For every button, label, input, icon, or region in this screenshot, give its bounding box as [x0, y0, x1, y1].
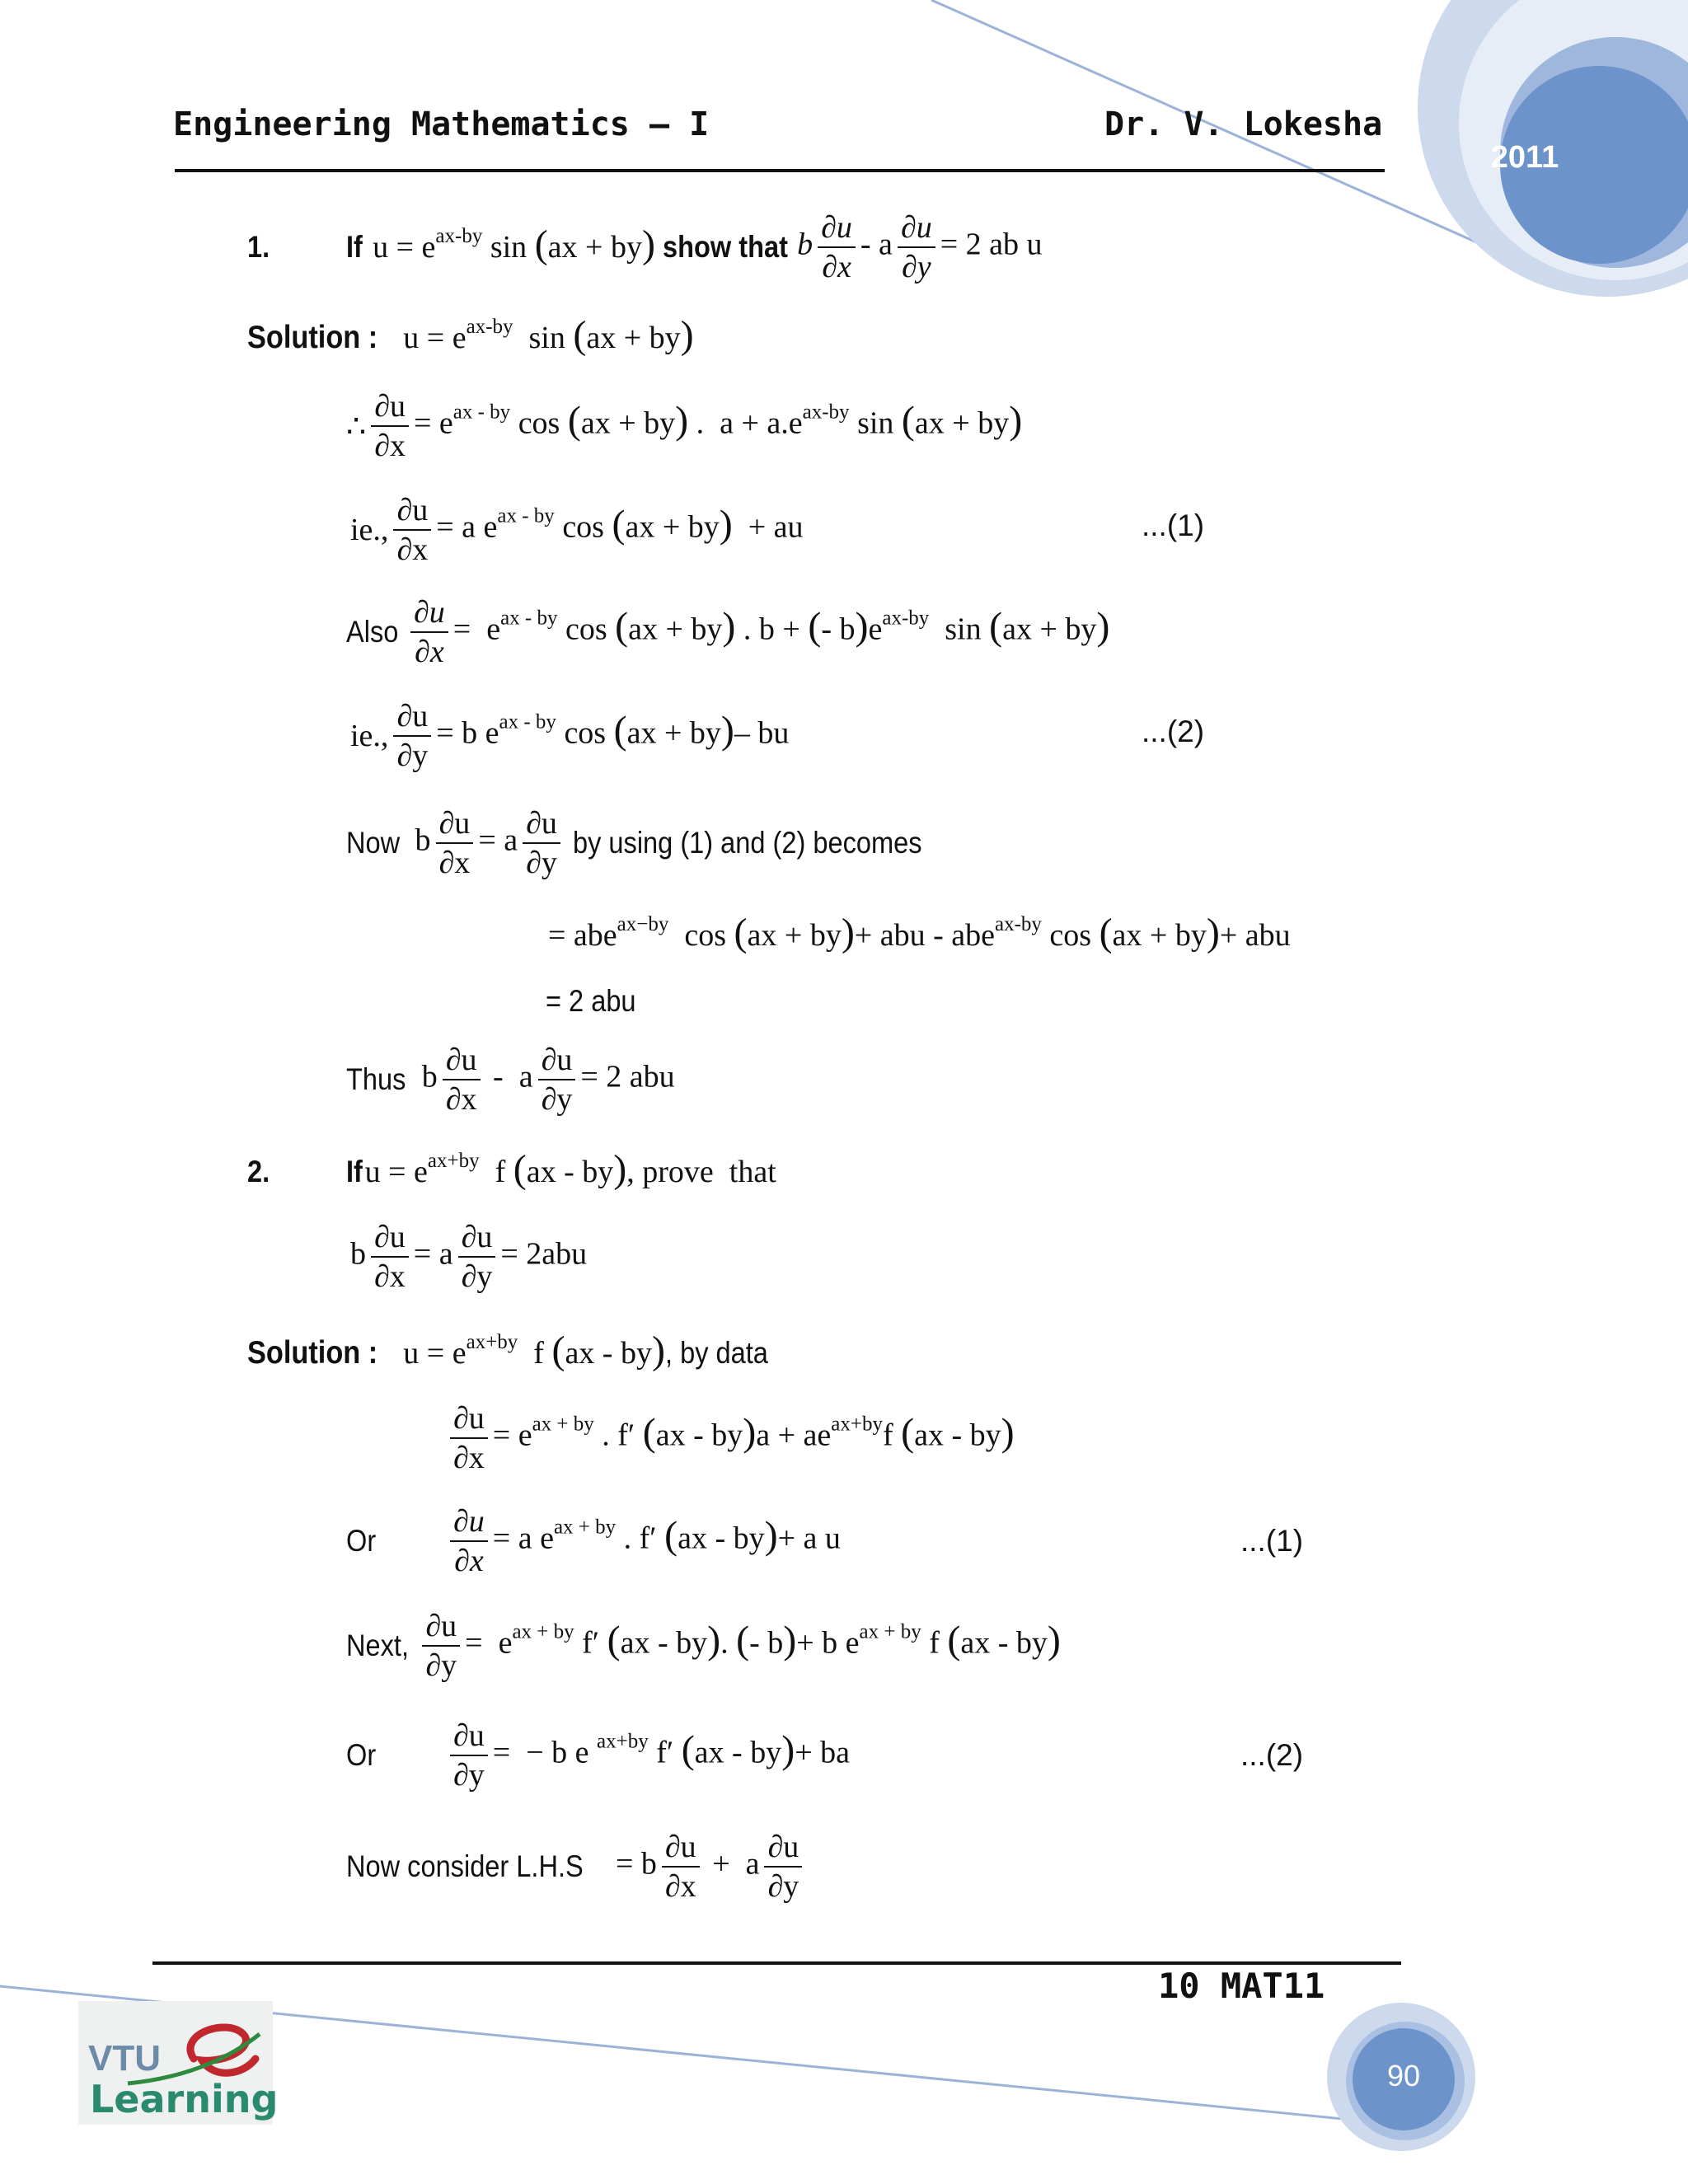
- next-line: [346, 1601, 1061, 1691]
- solution-1-line: [247, 313, 694, 363]
- if-label: If: [346, 1155, 363, 1188]
- equation-number: ...(2): [1240, 1738, 1304, 1772]
- show-that-label: show that: [663, 230, 789, 264]
- equation: b $\frac{\partial u}{\partial x}$ - a $\frac{\partial u}{\partial y}$ = 2 ab u: [797, 210, 1043, 284]
- equation: $\frac{\partial u}{\partial x}$ = $e^{ax + by}$ . f′ $(ax - by)a + ae^{ax+by}f$ (ax - by): [445, 1399, 1015, 1477]
- now-line: [346, 798, 970, 888]
- equation: $\frac{\partial u}{\partial x}$ = $e^{ax - by}$ cos (ax + by) . b + (- $b)e^{ax-by}$ sin (ax + by): [406, 593, 1109, 671]
- ie-line-2: [350, 691, 789, 781]
- equation: $u = e^{ax-by}$ sin (ax + by): [395, 313, 694, 357]
- logo-text-learning: Learning: [90, 2077, 279, 2121]
- equation-number: ...(1): [1142, 509, 1205, 542]
- if-label: If: [346, 230, 363, 264]
- equation-number: ...(2): [1142, 715, 1205, 748]
- equation: $u = e^{ax+by}$ f (ax - by): [395, 1329, 665, 1372]
- also-line: [346, 587, 1109, 677]
- year-badge: 2011: [1490, 140, 1559, 175]
- header-title: Engineering Mathematics – I: [173, 105, 710, 143]
- equation: $\frac{\partial u}{\partial x}$ = $e^{ax - by}$ cos (ax + by) . $a + a.e^{ax-by}$ sin (ax + by): [366, 387, 1022, 465]
- thus-line: [346, 1034, 675, 1125]
- or-line-2: [346, 1710, 850, 1801]
- equation: = b $\frac{\partial u}{\partial x}$ + a $\frac{\partial u}{\partial y}$: [616, 1828, 807, 1905]
- equation: $\frac{\partial u}{\partial y}$ = − b e $^{ax+by}$ f′ (ax - by)+ ba: [445, 1717, 850, 1794]
- next-label: Next,: [346, 1629, 409, 1662]
- ie-line-1: [350, 485, 804, 575]
- problem-2-statement: [247, 1147, 776, 1197]
- expansion-line: [548, 911, 1291, 960]
- result-line: [546, 977, 648, 1026]
- or-label: Or: [346, 1524, 377, 1558]
- equation: $\frac{\partial u}{\partial y}$ = $e^{ax + by}$ f′ (ax - by). (- b)+ b $e^{ax + by}$ f (ax - by): [417, 1607, 1061, 1685]
- equation: b $\frac{\partial u}{\partial x}$ = a $\frac{\partial u}{\partial y}$ = 2abu: [350, 1220, 588, 1294]
- header-author: Dr. V. Lokesha: [1104, 105, 1383, 143]
- also-label: Also: [346, 615, 399, 649]
- problem-2-claim: [350, 1212, 587, 1302]
- by-data-label: , by data: [664, 1336, 768, 1370]
- equation: b $\frac{\partial u}{\partial x}$ - a $\frac{\partial u}{\partial y}$ = 2 abu: [414, 1043, 675, 1117]
- solution-label: Solution :: [247, 320, 378, 355]
- page-number: 90: [1386, 2059, 1421, 2093]
- equation: = abe$^{ax-by}$ cos (ax + by)+ abu - abe$^{ax-by}$ cos (ax + by)+ abu: [548, 911, 1291, 954]
- equation: $\frac{\partial u}{\partial x}$ = a $e^{ax + by}$ . f′ (ax - by)+ a u: [445, 1502, 841, 1580]
- thus-label: Thus: [346, 1062, 406, 1096]
- now-label: Now: [346, 826, 401, 860]
- now-consider-line: [346, 1821, 807, 1912]
- ie-label: ie.,: [350, 719, 389, 753]
- solution-2-line: [247, 1329, 782, 1378]
- or-label: Or: [346, 1738, 377, 1772]
- equation: $\frac{\partial u}{\partial y}$ = b $e^{ax - by}$ cos (ax + by)– bu: [388, 697, 789, 775]
- now-consider-label: Now consider L.H.S: [346, 1849, 584, 1883]
- derivative-ux-line-2: [445, 1393, 1015, 1483]
- therefore-symbol: ∴: [346, 409, 367, 444]
- equation-number: ...(1): [1240, 1524, 1304, 1558]
- result-text: = 2 abu: [546, 984, 636, 1018]
- ie-label: ie.,: [350, 513, 389, 547]
- header-rule: [175, 169, 1385, 172]
- problem-2-number: 2.: [247, 1155, 270, 1188]
- problem-1-number: 1.: [247, 230, 270, 264]
- equation: $\frac{\partial u}{\partial x}$ = a $e^{ax - by}$ cos (ax + by) + au: [388, 491, 803, 569]
- derivative-ux-line: [346, 381, 1022, 471]
- logo-text-vtu: VTU: [88, 2038, 161, 2079]
- equation: b $\frac{\partial u}{\partial x}$ = a $\frac{\partial u}{\partial y}$: [407, 804, 573, 882]
- footer-course-code: 10 MAT11: [1158, 1966, 1325, 2006]
- equation: $u = e^{ax+by}$ f (ax - by), prove that: [364, 1147, 776, 1191]
- solution-label: Solution :: [247, 1335, 378, 1371]
- equation: $u = e^{ax-by}$ sin (ax + by): [364, 223, 655, 266]
- problem-1-statement: [247, 202, 1043, 293]
- by-using-label: by using (1) and (2) becomes: [573, 826, 922, 860]
- vtu-elearning-logo: [78, 2001, 279, 2125]
- or-line-1: [346, 1496, 841, 1586]
